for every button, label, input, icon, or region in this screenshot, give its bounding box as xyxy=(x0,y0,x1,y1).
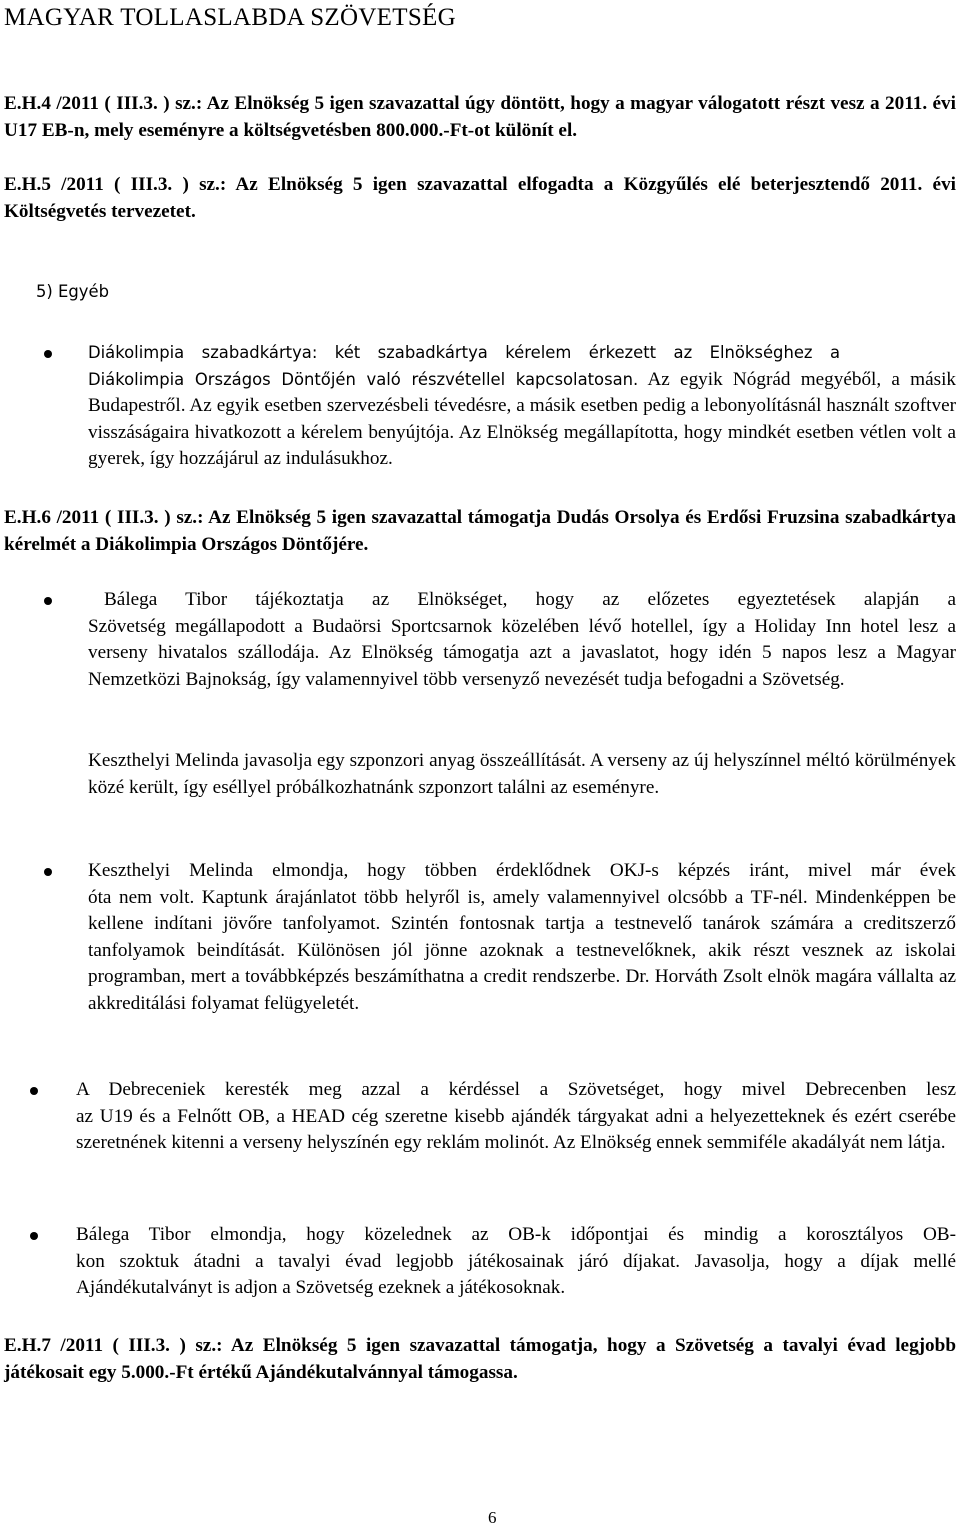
bullet-icon xyxy=(30,1232,38,1240)
list-item-first-line: Diákolimpia szabadkártya: két szabadkártya kérelem érkezett az Elnökséghez a xyxy=(88,343,840,362)
bullet-icon xyxy=(30,1087,38,1095)
list-item-body: kon szoktuk átadni a tavalyi évad legjobb játékosainak járó díjakat. Javasolja, hogy a díjak mellé Ajándékutalványt is adjon a Szövetség ezeknek a játékosoknak. xyxy=(76,1250,956,1298)
resolution-eh6: E.H.6 /2011 ( III.3. ) sz.: Az Elnökség 5 igen szavazattal támogatja Dudás Orsolya és Erdősi Fruzsina szabadkártya kérelmét a Diákolimpia Országos Döntőjére. xyxy=(4,507,956,555)
list-item-body-serif: Az egyik Nógrád megyéből, a másik Budapestről. Az egyik esetben szervezésbeli tévedésre, a másik esetben pedig a lebonyolításnál használt szoftver visszáságaira hivatkozott a kérelem benyújtója. Az Elnökség megállapította, hogy mindkét esetben vétlen volt a gyerek, így hozzájárul az indulásukhoz. xyxy=(88,368,957,469)
bullet-icon xyxy=(44,597,52,605)
page-number: 6 xyxy=(488,1508,497,1527)
bullet-icon xyxy=(44,350,52,358)
list-item-first-line: A Debreceniek keresték meg azzal a kérdéssel a Szövetséget, hogy mivel Debrecenben lesz xyxy=(76,1079,956,1100)
paragraph-sponsor: Keszthelyi Melinda javasolja egy szponzori anyag összeállítását. A verseny az új helyszínnel méltó körülmények közé került, így eséllyel próbálkozhatnánk szponzort találni az eseményre. xyxy=(88,750,956,798)
list-item-first-line: Keszthelyi Melinda elmondja, hogy többen érdeklődnek OKJ-s képzés iránt, mivel már évek xyxy=(88,860,956,881)
list-item-body xyxy=(88,367,956,473)
organization-title: MAGYAR TOLLASLABDA SZÖVETSÉG xyxy=(4,4,456,31)
list-item-body: az U19 és a Felnőtt OB, a HEAD cég szeretne kisebb ajándék tárgyakat adni a helyezetteknek és ezért cserébe szeretnének kitenni a verseny helyszínén egy reklám molinót. Az Elnökség ennek semmiféle akadályát nem látja. xyxy=(76,1105,956,1153)
resolution-eh4: E.H.4 /2011 ( III.3. ) sz.: Az Elnökség 5 igen szavazattal úgy döntött, hogy a magyar válogatott részt vesz a 2011. évi U17 EB-n, mely eseményre a költségvetésben 800.000.-Ft-ot különít el. xyxy=(4,93,956,141)
section-heading-other: 5) Egyéb xyxy=(36,282,109,301)
list-item-body-sans: Diákolimpia Országos Döntőjén való részvétellel kapcsolatosan. xyxy=(88,369,639,389)
resolution-eh5: E.H.5 /2011 ( III.3. ) sz.: Az Elnökség 5 igen szavazattal elfogadta a Közgyűlés elé beterjesztendő 2011. évi Költségvetés tervezetet. xyxy=(4,174,956,222)
resolution-eh7: E.H.7 /2011 ( III.3. ) sz.: Az Elnökség 5 igen szavazattal támogatja, hogy a Szövetség a tavalyi évad legjobb játékosait egy 5.000.-Ft értékű Ajándékutalvánnyal támogassa. xyxy=(4,1335,956,1383)
list-item-body: óta nem volt. Kaptunk árajánlatot több helyről is, amely valamennyivel olcsóbb a TF-nél. Mindenképpen be kellene indítani jövőre tanfolyamot. Szintén fontosnak tartja a testnevelő tanárok számára a creditszerző tanfolyamok beindítását. Különösen jól jönne azoknak a testnevelőknek, akik részt vesznek az iskolai programban, mert a továbbképzés beszámíthatna a credit rendszerbe. Dr. Horváth Zsolt elnök magára vállalta az akkreditálási folyamat felügyeletét. xyxy=(88,886,956,1014)
list-item-first-line: Bálega Tibor tájékoztatja az Elnökséget, hogy az előzetes egyeztetések alapján a xyxy=(104,589,956,610)
list-item-first-line: Bálega Tibor elmondja, hogy közelednek az OB-k időpontjai és mindig a korosztályos OB- xyxy=(76,1224,956,1245)
bullet-icon xyxy=(44,868,52,876)
list-item-body: Szövetség megállapodott a Budaörsi Sportcsarnok közelében lévő hotellel, így a Holiday Inn hotel lesz a verseny hivatalos szállodája. Az Elnökség támogatja azt a javaslatot, hogy idén 5 napos lesz a Magyar Nemzetközi Bajnokság, így valamennyivel több versenyző nevezését tudja befogadni a Szövetség. xyxy=(88,615,956,690)
